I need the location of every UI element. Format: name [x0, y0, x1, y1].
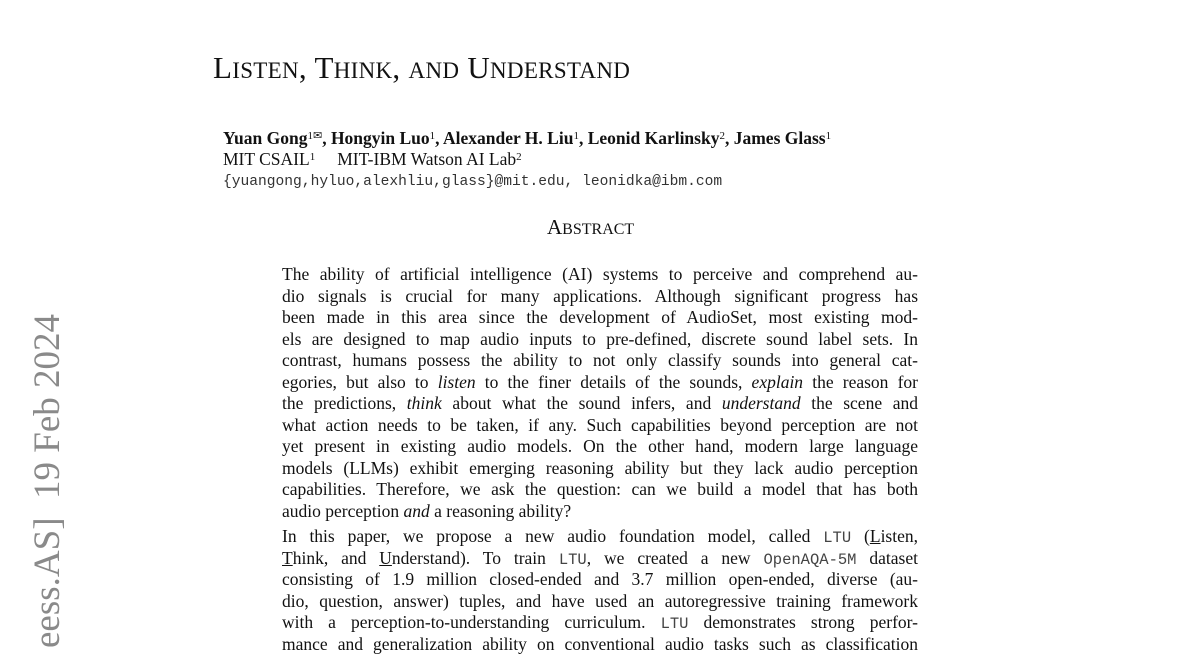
emphasis: explain — [752, 372, 804, 392]
text-line: contrast, humans possess the ability to not only classify sounds into general cat- — [282, 350, 918, 372]
text-run: ( — [851, 526, 870, 546]
author-name: Yuan Gong — [223, 128, 307, 148]
text-run: demonstrates strong perfor- — [688, 612, 918, 632]
text-line: dio signals is crucial for many applications. Although significant progress has — [282, 286, 918, 308]
author-separator: , — [435, 128, 443, 148]
author-affiliation-mark: 1 — [826, 130, 832, 142]
text-run: dataset — [856, 548, 918, 568]
abstract-heading — [547, 215, 634, 242]
author — [223, 128, 331, 148]
model-name: LTU — [823, 529, 851, 547]
paper-title — [213, 50, 630, 89]
author-affiliation-mark: 2 — [719, 130, 725, 142]
title-part: , — [299, 50, 315, 85]
text-run: a reasoning ability? — [430, 501, 571, 521]
author — [734, 128, 831, 148]
dataset-name: OpenAQA-5M — [763, 551, 856, 569]
affiliation-mark: 2 — [516, 151, 522, 163]
text-line — [282, 612, 918, 634]
author-separator: , — [322, 128, 331, 148]
emphasis: listen — [438, 372, 476, 392]
author-affiliation-mark: 1✉ — [307, 130, 322, 142]
affiliation — [223, 149, 315, 169]
text-line — [282, 501, 918, 523]
arxiv-date-stamp: 19 Feb 2024 — [28, 314, 68, 499]
text-line: The ability of artificial intelligence (AI) systems to perceive and comprehend au- — [282, 264, 918, 286]
text-run: , we created a new — [587, 548, 764, 568]
affiliations — [223, 149, 522, 169]
emphasis: think — [407, 393, 442, 413]
author-separator: , — [725, 128, 734, 148]
heading-part: BSTRACT — [562, 221, 634, 238]
abstract-paragraph-1 — [282, 264, 918, 522]
title-part: AND — [409, 58, 460, 83]
title-part: L — [213, 50, 232, 85]
author-name: Leonid Karlinsky — [588, 128, 720, 148]
title-part: U — [467, 50, 490, 85]
heading-part: A — [547, 215, 562, 239]
text-run: about what the sound infers, and — [442, 393, 722, 413]
text-line: what action needs to be taken, if any. Such capabilities beyond perception are not — [282, 415, 918, 437]
text-run: hink, and — [293, 548, 380, 568]
author-affiliation-mark: 1 — [430, 130, 436, 142]
underlined-letter: T — [282, 548, 293, 568]
text-line: capabilities. Therefore, we ask the question: can we build a model that has both — [282, 479, 918, 501]
title-part: HINK — [334, 58, 393, 83]
title-part: NDERSTAND — [490, 58, 630, 83]
affiliation-mark: 1 — [310, 151, 316, 163]
text-run: the reason for — [803, 372, 918, 392]
author-name: Hongyin Luo — [331, 128, 430, 148]
author-name: Alexander H. Liu — [443, 128, 573, 148]
text-line: mance and generalization ability on conventional audio tasks such as classification — [282, 634, 918, 655]
author — [443, 128, 588, 148]
text-run: the scene and — [801, 393, 918, 413]
text-line: models (LLMs) exhibit emerging reasoning ability but they lack audio perception — [282, 458, 918, 480]
text-line: els are designed to map audio inputs to pre-defined, discrete sound label sets. In — [282, 329, 918, 351]
text-line — [282, 393, 918, 415]
text-line: dio, question, answer) tuples, and have used an autoregressive training framework — [282, 591, 918, 613]
text-line — [282, 526, 918, 548]
emphasis: and — [403, 501, 429, 521]
text-run: to the finer details of the sounds, — [476, 372, 752, 392]
author-separator: , — [579, 128, 588, 148]
affiliation-name: MIT CSAIL — [223, 149, 310, 169]
author-name: James Glass — [734, 128, 826, 148]
affiliation-name: MIT-IBM Watson AI Lab — [337, 149, 516, 169]
text-line — [282, 372, 918, 394]
text-run: egories, but also to — [282, 372, 438, 392]
title-part: T — [314, 50, 333, 85]
underlined-letter: U — [379, 548, 392, 568]
affiliation — [337, 149, 521, 169]
emphasis: understand — [722, 393, 801, 413]
text-line: been made in this area since the development of AudioSet, most existing mod- — [282, 307, 918, 329]
arxiv-side-stamp — [28, 314, 68, 648]
text-run: audio perception — [282, 501, 403, 521]
title-part: ISTEN — [232, 58, 299, 83]
author — [331, 128, 443, 148]
arxiv-category-stamp: eess.AS] — [28, 517, 68, 648]
text-run: the predictions, — [282, 393, 407, 413]
author-affiliation-mark: 1 — [573, 130, 579, 142]
author-list — [223, 128, 831, 148]
model-name: LTU — [559, 551, 587, 569]
text-run: isten, — [881, 526, 918, 546]
text-run: with a perception-to-understanding curriculum. — [282, 612, 661, 632]
text-line — [282, 548, 918, 570]
underlined-letter: L — [870, 526, 881, 546]
author — [588, 128, 734, 148]
author-emails: {yuangong,hyluo,alexhliu,glass}@mit.edu, leonidka@ibm.com — [223, 172, 722, 192]
text-line: yet present in existing audio models. On the other hand, modern large language — [282, 436, 918, 458]
title-part: , — [392, 50, 408, 85]
model-name: LTU — [661, 615, 689, 633]
text-run: nderstand). To train — [392, 548, 559, 568]
abstract-paragraph-2 — [282, 526, 918, 655]
text-run: In this paper, we propose a new audio foundation model, called — [282, 526, 823, 546]
text-line: consisting of 1.9 million closed-ended and 3.7 million open-ended, diverse (au- — [282, 569, 918, 591]
